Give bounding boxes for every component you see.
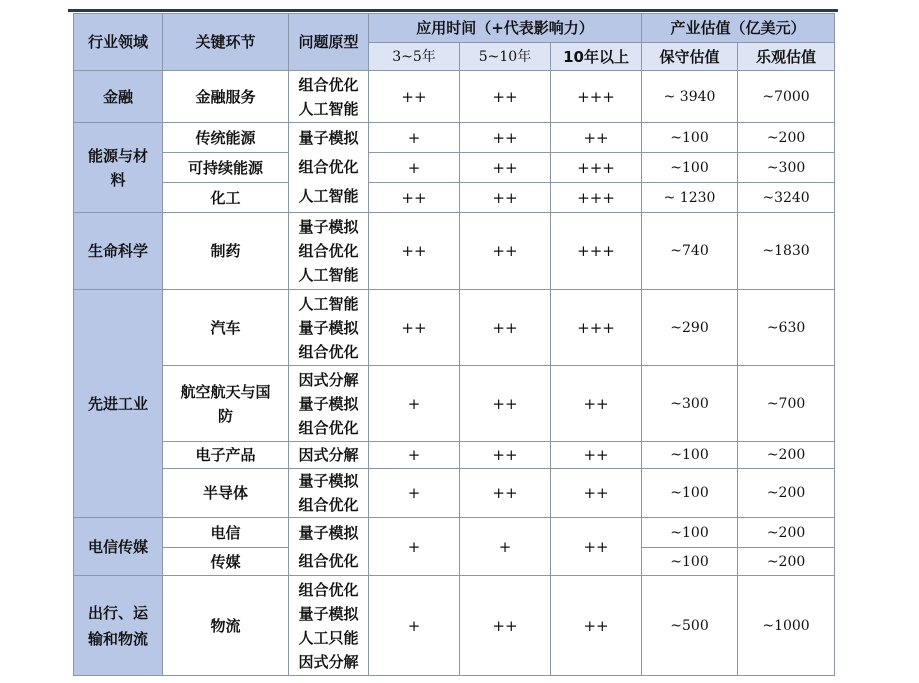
industry-cell: 金融 (74, 71, 163, 123)
valuation-cell: ~100 (642, 442, 738, 469)
valuation-cell: ~200 (738, 518, 835, 548)
timing-cell: ++ (460, 290, 551, 366)
industry-line: 料 (110, 170, 126, 189)
timing-cell: +++ (551, 290, 642, 366)
timing-cell: +++ (551, 71, 642, 123)
table-row (74, 183, 835, 213)
problem-line: 人工智能 (298, 99, 359, 118)
valuation-cell: ~740 (642, 213, 738, 290)
industry-line: 输和物流 (87, 629, 148, 648)
valuation-cell: ~100 (642, 123, 738, 153)
valuation-cell: ~300 (738, 153, 835, 183)
problem-line: 量子模拟 (298, 523, 359, 542)
problem-line: 组合优化 (298, 242, 359, 260)
table-row (74, 366, 835, 442)
timing-cell: ++ (460, 123, 551, 153)
header-v1: 保守估值 (642, 43, 738, 71)
valuation-cell: ~200 (738, 123, 835, 153)
timing-cell: ++ (369, 290, 460, 366)
valuation-cell: ~3240 (738, 183, 835, 213)
industry-cell (74, 123, 163, 213)
top-rule (68, 9, 838, 12)
table-row (74, 442, 835, 469)
timing-cell: + (369, 123, 460, 153)
timing-cell: ++ (369, 213, 460, 290)
valuation-cell: ~100 (642, 153, 738, 183)
problem-line: 人工智能 (298, 266, 359, 284)
problem-cell (289, 469, 369, 518)
valuation-cell: ~630 (738, 290, 835, 366)
valuation-cell: ~290 (642, 290, 738, 366)
timing-cell: ++ (369, 71, 460, 123)
timing-cell: ++ (460, 183, 551, 213)
header-v2: 乐观估值 (738, 43, 835, 71)
valuation-cell: ~7000 (738, 71, 835, 123)
header-t3: 10年以上 (551, 43, 642, 71)
problem-cell (289, 213, 369, 290)
timing-cell: ++ (460, 213, 551, 290)
problem-line: 组合优化 (298, 496, 359, 514)
timing-cell: ++ (369, 183, 460, 213)
table-row (74, 518, 835, 548)
industry-cell: 先进工业 (74, 290, 163, 518)
segment-cell: 传媒 (163, 548, 289, 576)
timing-cell: + (369, 518, 460, 576)
problem-cell (289, 442, 369, 469)
segment-cell: 汽车 (163, 290, 289, 366)
header-t1: 3~5年 (369, 43, 460, 71)
timing-cell: + (369, 442, 460, 469)
header-industry: 行业领域 (74, 14, 163, 71)
industry-cell: 电信传媒 (74, 518, 163, 576)
problem-cell (289, 290, 369, 366)
timing-cell: + (460, 518, 551, 576)
industry-line: 出行、运 (87, 603, 148, 622)
problem-cell (289, 518, 369, 576)
segment-cell: 金融服务 (163, 71, 289, 123)
valuation-cell: ~700 (738, 366, 835, 442)
segment-cell (163, 366, 289, 442)
problem-line: 因式分解 (298, 446, 359, 464)
timing-cell: ++ (460, 469, 551, 518)
valuation-cell: ~200 (738, 469, 835, 518)
segment-cell: 半导体 (163, 469, 289, 518)
header-segment: 关键环节 (163, 14, 289, 71)
problem-line: 组合优化 (298, 158, 359, 176)
timing-cell: ++ (460, 71, 551, 123)
industry-cell: 生命科学 (74, 213, 163, 290)
problem-line: 量子模拟 (298, 218, 359, 236)
problem-line: 人工只能 (298, 628, 359, 647)
problem-line: 因式分解 (298, 652, 359, 671)
valuation-cell: ~ 3940 (642, 71, 738, 123)
problem-line: 量子模拟 (298, 318, 359, 337)
header-timing: 应用时间（+代表影响力） (369, 14, 642, 43)
segment-line: 航空航天与国 (180, 382, 271, 401)
quantum-industry-table (73, 13, 835, 676)
timing-cell: + (369, 366, 460, 442)
segment-cell: 制药 (163, 213, 289, 290)
segment-cell: 电子产品 (163, 442, 289, 469)
timing-cell: + (369, 153, 460, 183)
timing-cell: +++ (551, 213, 642, 290)
problem-line: 量子模拟 (298, 472, 359, 490)
problem-cell (289, 71, 369, 123)
valuation-cell: ~100 (642, 548, 738, 576)
valuation-cell: ~200 (738, 442, 835, 469)
timing-cell: ++ (460, 153, 551, 183)
timing-cell: + (369, 576, 460, 676)
table-row (74, 153, 835, 183)
segment-line: 防 (217, 406, 233, 425)
timing-cell: ++ (551, 518, 642, 576)
problem-line: 人工智能 (298, 187, 359, 205)
table-row (74, 576, 835, 676)
timing-cell: + (369, 469, 460, 518)
problem-line: 组合优化 (298, 551, 359, 570)
timing-cell: ++ (551, 442, 642, 469)
segment-cell: 电信 (163, 518, 289, 548)
industry-cell (74, 576, 163, 676)
header-t2: 5~10年 (460, 43, 551, 71)
valuation-cell: ~1000 (738, 576, 835, 676)
timing-cell: +++ (551, 153, 642, 183)
header-problem: 问题原型 (289, 14, 369, 71)
timing-cell: +++ (551, 183, 642, 213)
valuation-cell: ~200 (738, 548, 835, 576)
problem-line: 人工智能 (298, 294, 359, 313)
valuation-cell: ~ 1230 (642, 183, 738, 213)
timing-cell: ++ (460, 442, 551, 469)
timing-cell: ++ (551, 366, 642, 442)
table-row (74, 123, 835, 153)
problem-line: 组合优化 (298, 75, 359, 94)
problem-line: 组合优化 (298, 580, 359, 599)
timing-cell: ++ (551, 576, 642, 676)
valuation-cell: ~300 (642, 366, 738, 442)
table-row (74, 290, 835, 366)
problem-line: 量子模拟 (298, 604, 359, 623)
segment-cell: 传统能源 (163, 123, 289, 153)
valuation-cell: ~1830 (738, 213, 835, 290)
problem-line: 组合优化 (298, 418, 359, 437)
timing-cell: ++ (551, 123, 642, 153)
valuation-cell: ~500 (642, 576, 738, 676)
table-row (74, 469, 835, 518)
timing-cell: ++ (551, 469, 642, 518)
table-row (74, 213, 835, 290)
problem-cell (289, 576, 369, 676)
segment-cell: 化工 (163, 183, 289, 213)
problem-cell (289, 366, 369, 442)
segment-cell: 物流 (163, 576, 289, 676)
header-valuation: 产业估值（亿美元） (642, 14, 835, 43)
problem-line: 组合优化 (298, 342, 359, 361)
timing-cell: ++ (460, 366, 551, 442)
problem-line: 因式分解 (298, 370, 359, 389)
valuation-cell: ~100 (642, 469, 738, 518)
problem-cell (289, 123, 369, 213)
problem-line: 量子模拟 (298, 129, 359, 147)
problem-line: 量子模拟 (298, 394, 359, 413)
segment-cell: 可持续能源 (163, 153, 289, 183)
industry-line: 能源与材 (87, 146, 148, 165)
table-row (74, 71, 835, 123)
valuation-cell: ~100 (642, 518, 738, 548)
timing-cell: ++ (460, 576, 551, 676)
